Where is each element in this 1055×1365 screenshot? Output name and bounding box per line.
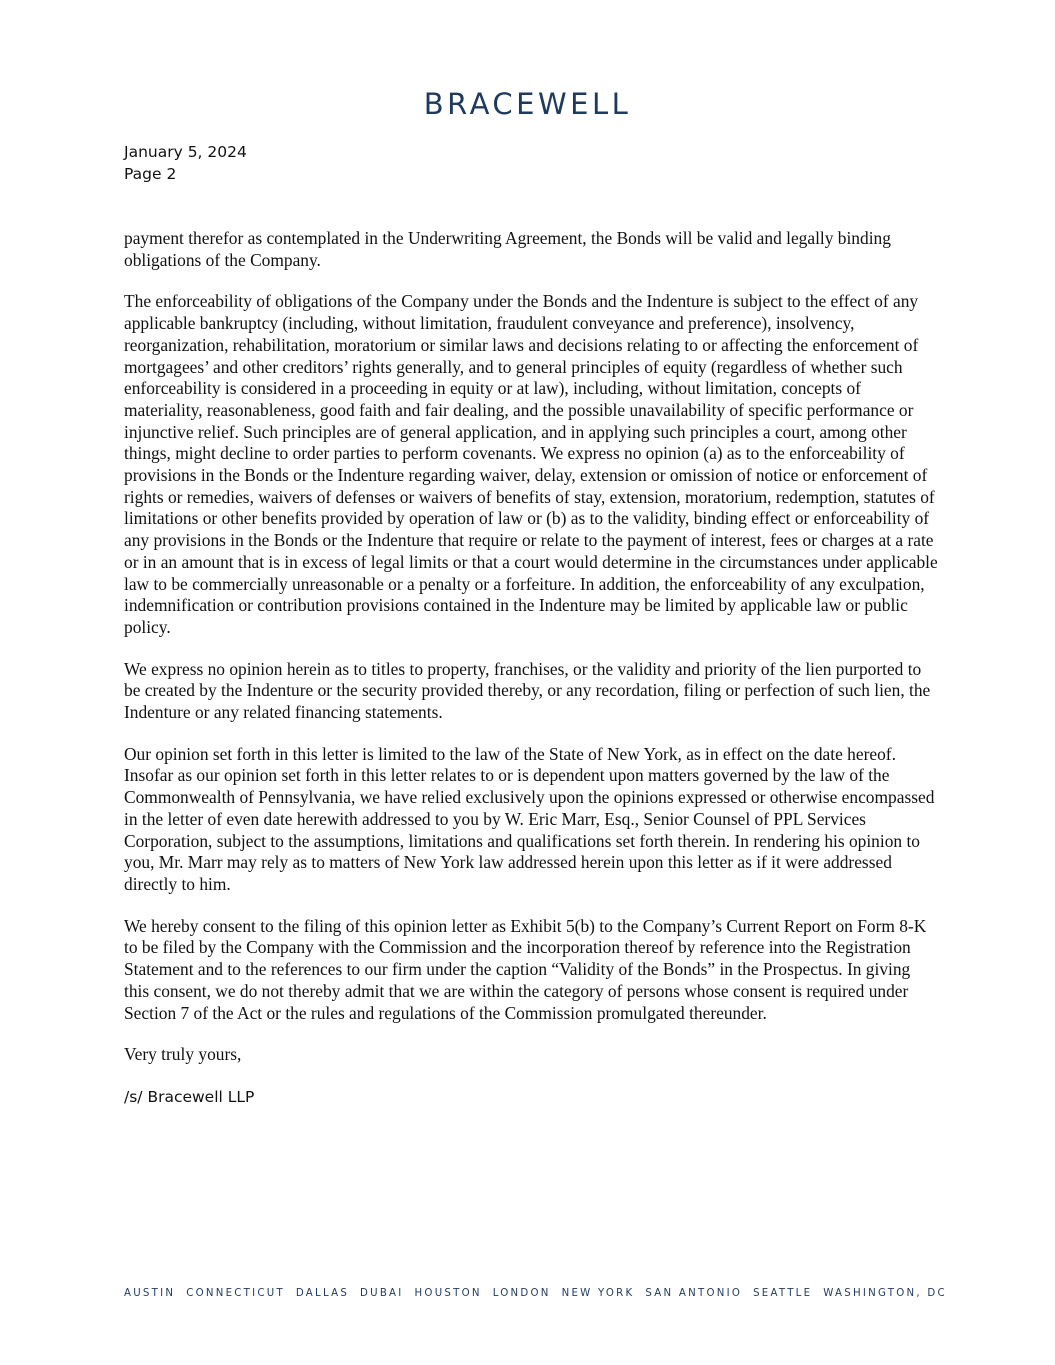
paragraph-enforceability: The enforceability of obligations of the Company under the Bonds and the Indenture is subject to the effect of any applicable bankruptcy (including, without limitation, fraudulent conveyance and preference), insolvency, reorganization, rehabilitation, moratorium or similar laws and decisions relating to or affecting the enforcement of mortgagees’ and other creditors’ rights generally, and to general principles of equity (regardless of whether such enforceability is considered in a proceeding in equity or at law), including, without limitation, concepts of materiality, reasonableness, good faith and fair dealing, and the possible unavailability of specific performance or injunctive relief. Such principles are of general application, and in applying such principles a court, among other things, might decline to order parties to perform covenants. We express no opinion (a) as to the enforceability of provisions in the Bonds or the Indenture regarding waiver, delay, extension or omission of notice or enforcement of rights or remedies, waivers of defenses or waivers of benefits of stay, extension, moratorium, redemption, statutes of limitations or other benefits provided by operation of law or (b) as to the validity, binding effect or enforceability of any provisions in the Bonds or the Indenture that require or relate to the payment of interest, fees or charges at a rate or in an amount that is in excess of legal limits or that a court would determine in the circumstances under applicable law to be commercially unreasonable or a penalty or a forfeiture. In addition, the enforceability of any exculpation, indemnification or contribution provisions contained in the Indenture may be limited by applicable law or public policy. — [124, 291, 938, 637]
page-number: Page 2 — [124, 165, 177, 183]
office-locations-footer: AUSTIN CONNECTICUT DALLAS DUBAI HOUSTON LONDON NEW YORK SAN ANTONIO SEATTLE WASHINGTON, DC — [124, 1288, 947, 1299]
letter-body — [124, 228, 939, 1108]
firm-logo: BRACEWELL — [423, 87, 632, 121]
paragraph-consent: We hereby consent to the filing of this opinion letter as Exhibit 5(b) to the Company’s Current Report on Form 8-K to be filed by the Company with the Commission and the incorporation thereof by reference into the Registration Statement and to the references to our firm under the caption “Validity of the Bonds” in the Prospectus. In giving this consent, we do not thereby admit that we are within the category of persons whose consent is required under Section 7 of the Act or the rules and regulations of the Commission promulgated thereunder. — [124, 915, 927, 1023]
closing: Very truly yours, — [124, 1044, 242, 1065]
paragraph-titles: We express no opinion herein as to titles to property, franchises, or the validity and priority of the lien purported to be created by the Indenture or the security provided thereby, or any recordation, filing or perfection of such lien, the Indenture or any related financing statements. — [124, 658, 931, 723]
signature: /s/ Bracewell LLP — [124, 1087, 255, 1106]
paragraph-governing-law: Our opinion set forth in this letter is limited to the law of the State of New York, as in effect on the date hereof. Insofar as our opinion set forth in this letter relates to or is dependent upon matters governed by the law of the Commonwealth of Pennsylvania, we have relied exclusively upon the opinions expressed or otherwise encompassed in the letter of even date herewith addressed to you by W. Eric Marr, Esq., Senior Counsel of PPL Services Corporation, subject to the assumptions, limitations and qualifications set forth therein. In rendering his opinion to you, Mr. Marr may rely as to matters of New York law addressed herein upon this letter as if it were addressed directly to him. — [124, 743, 935, 894]
letter-date: January 5, 2024 — [124, 143, 247, 161]
letter-header — [124, 141, 247, 185]
paragraph-1: payment therefor as contemplated in the Underwriting Agreement, the Bonds will be valid and legally binding obligations of the Company. — [124, 228, 891, 270]
